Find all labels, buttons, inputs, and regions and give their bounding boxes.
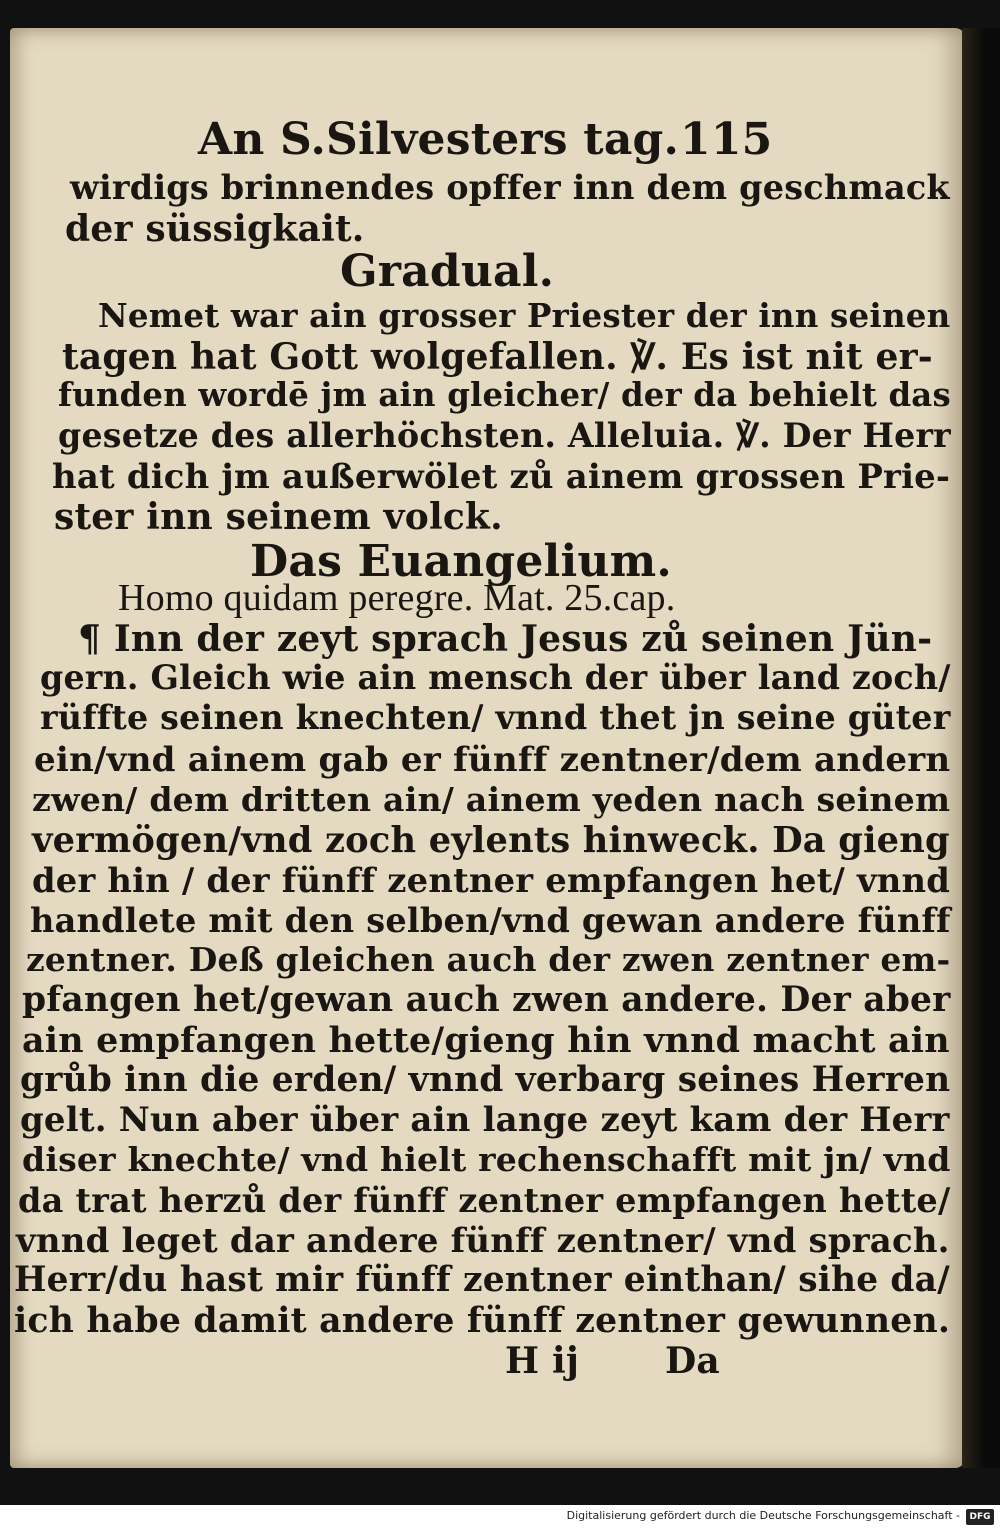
section-heading-gradual: Gradual. xyxy=(340,246,555,297)
text-line: grůb inn die erden/ vnnd verbarg seines Herren xyxy=(20,1060,951,1100)
dfg-logo: DFG xyxy=(966,1509,994,1525)
text-line: wirdigs brinnendes opffer inn dem geschmack xyxy=(70,168,950,207)
text-line: der hin / der fünff zentner empfangen het/ vnnd xyxy=(32,860,951,900)
text-line: Nemet war ain grosser Priester der inn seinen xyxy=(98,296,951,335)
text-line: gern. Gleich wie ain mensch der über land zoch/ xyxy=(40,658,951,697)
book-spine-shadow xyxy=(962,28,1000,1468)
footer-bar xyxy=(0,1505,1000,1530)
section-heading-gospel: Das Euangelium. xyxy=(250,536,672,587)
text-line: funden wordē jm ain gleicher/ der da behielt das xyxy=(58,376,951,414)
text-line: gelt. Nun aber über ain lange zeyt kam der Herr xyxy=(20,1100,950,1140)
text-line: zentner. Deß gleichen auch der zwen zentner em- xyxy=(26,940,951,979)
text-line: zwen/ dem dritten ain/ ainem yeden nach seinem xyxy=(32,780,951,819)
footer-credit: Digitalisierung gefördert durch die Deutsche Forschungsgemeinschaft - xyxy=(566,1509,960,1522)
signature-mark: H ij xyxy=(505,1340,580,1382)
gospel-incipit: Homo quidam peregre. Mat. 25.cap. xyxy=(118,577,676,619)
text-line: vnnd leget dar andere fünff zentner/ vnd sprach. xyxy=(16,1220,950,1260)
book-page xyxy=(10,28,965,1468)
text-line: der süssigkait. xyxy=(65,208,365,250)
text-line: ain empfangen hette/gieng hin vnnd macht ain xyxy=(22,1020,950,1061)
text-line: pfangen het/gewan auch zwen andere. Der aber xyxy=(22,980,951,1020)
text-line: handlete mit den selben/vnd gewan andere fünff xyxy=(30,900,951,940)
running-head: An S.Silvesters tag. xyxy=(198,114,680,165)
text-line: ich habe damit andere fünff zentner gewunnen. xyxy=(14,1300,951,1341)
text-line: da trat herzů der fünff zentner empfangen hette/ xyxy=(18,1180,951,1220)
text-line: ¶ Inn der zeyt sprach Jesus zů seinen Jün- xyxy=(78,618,933,660)
text-line: ein/vnd ainem gab er fünff zentner/dem andern xyxy=(34,740,951,780)
folio-number: 115 xyxy=(680,114,773,165)
text-line: tagen hat Gott wolgefallen. ℣. Es ist nit er- xyxy=(62,336,933,378)
text-line: ster inn seinem volck. xyxy=(54,496,503,538)
catchword: Da xyxy=(665,1340,720,1382)
text-line: Herr/du hast mir fünff zentner einthan/ sihe da/ xyxy=(14,1260,950,1300)
text-line: hat dich jm außerwölet zů ainem grossen Prie- xyxy=(52,456,951,496)
text-line: rüffte seinen knechten/ vnnd thet jn seine güter xyxy=(40,698,951,737)
text-line: gesetze des allerhöchsten. Alleluia. ℣. Der Herr xyxy=(58,416,951,455)
text-line: diser knechte/ vnd hielt rechenschafft mit jn/ vnd xyxy=(22,1140,951,1179)
text-line: vermögen/vnd zoch eylents hinweck. Da gieng xyxy=(32,820,950,861)
